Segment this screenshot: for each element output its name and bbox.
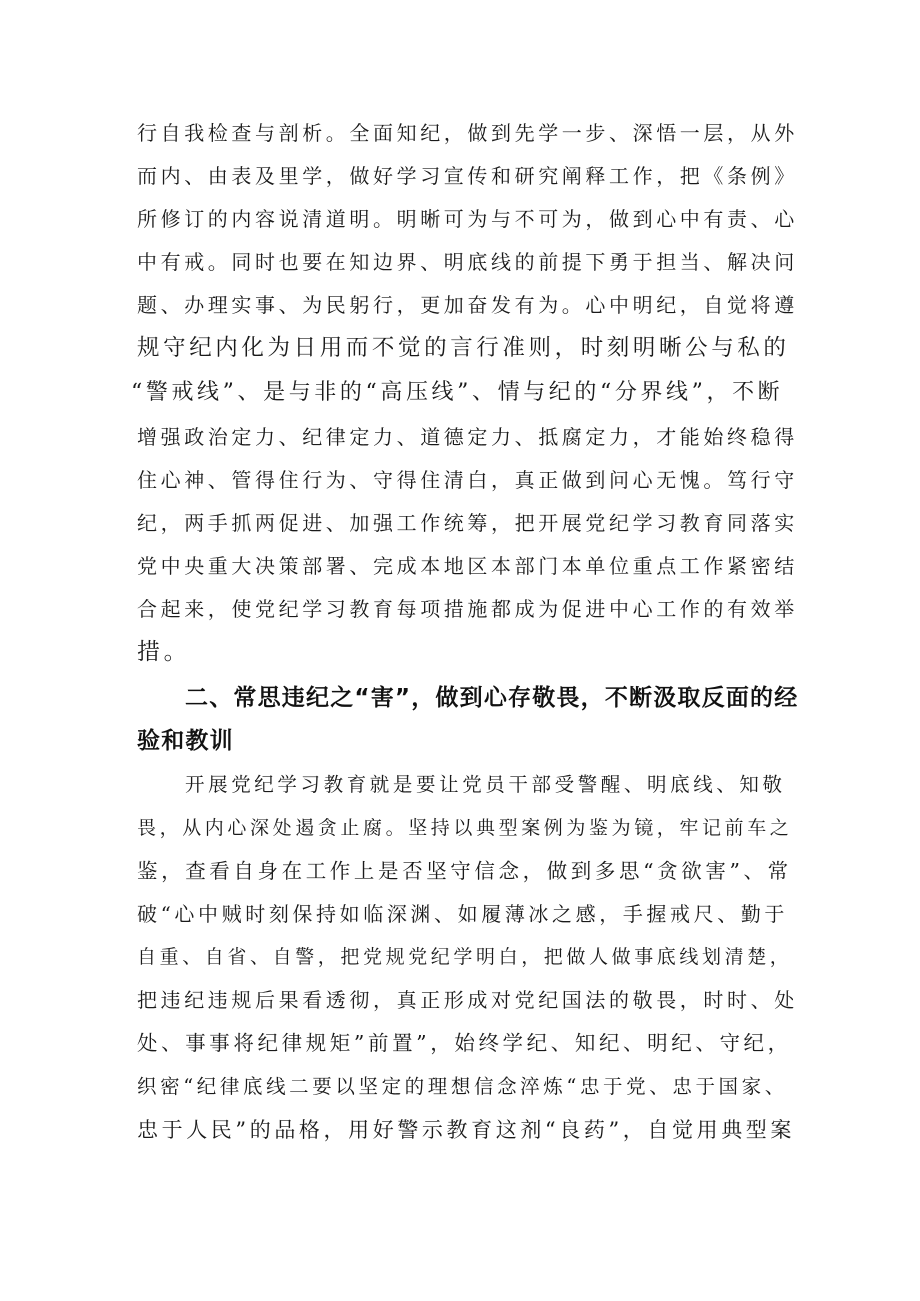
paragraph-line: 忠于人民”的品格，用好警示教育这剂“良药”，自觉用典型案 <box>137 1118 796 1142</box>
section-heading-line: 二、常思违纪之“害”，做到心存敬畏，不断汲取反面的经 <box>185 685 799 711</box>
paragraph-line: 行自我检查与剖析。全面知纪，做到先学一步、深悟一层，从外 <box>137 121 798 145</box>
paragraph-line: 把违纪违规后果看透彻，真正形成对党纪国法的敬畏，时时、处 <box>137 988 798 1012</box>
section-heading-line: 验和教训 <box>137 728 234 754</box>
paragraph-line: 鉴，查看自身在工作上是否坚守信念，做到多思“贪欲害”、常 <box>137 859 792 883</box>
paragraph-line: 题、办理实事、为民躬行，更加奋发有为。心中明纪，自觉将遵 <box>137 293 798 317</box>
paragraph-line: 党中央重大决策部署、完成本地区本部门本单位重点工作紧密结 <box>137 554 798 578</box>
paragraph-line: 而内、由表及里学，做好学习宣传和研究阐释工作，把《条例》 <box>137 164 798 188</box>
paragraph-line: 增强政治定力、纪律定力、道德定力、抵腐定力，才能始终稳得 <box>137 425 798 449</box>
paragraph-line: 合起来，使党纪学习教育每项措施都成为促进中心工作的有效举 <box>137 597 798 621</box>
paragraph-line: 规守纪内化为日用而不觉的言行准则，时刻明晰公与私的 <box>137 335 790 361</box>
paragraph-line: 开展党纪学习教育就是要让党员干部受警醒、明底线、知敬 <box>185 773 786 796</box>
paragraph-line: 纪，两手抓两促进、加强工作统筹，把开展党纪学习教育同落实 <box>137 511 798 535</box>
paragraph-line: 破“心中贼时刻保持如临深渊、如履薄冰之感，手握戒尺、勤于 <box>137 902 789 926</box>
paragraph-line: 畏，从内心深处遏贪止腐。坚持以典型案例为鉴为镜，牢记前车之 <box>137 817 793 839</box>
paragraph-line: 自重、自省、自警，把党规党纪学明白，把做人做事底线划清楚， <box>137 946 793 968</box>
paragraph-line: 织密“纪律底线二要以坚定的理想信念淬炼“忠于党、忠于国家、 <box>137 1075 788 1098</box>
paragraph-line: 住心神、管得住行为、守得住清白，真正做到问心无愧。笃行守 <box>137 468 798 492</box>
paragraph-line: “警戒线”、是与非的“高压线”、情与纪的“分界线”，不断 <box>131 380 784 405</box>
paragraph-line: 处、事事将纪律规矩”前置”，始终学纪、知纪、明纪、守纪， <box>137 1031 792 1055</box>
paragraph-line: 措。 <box>137 639 191 665</box>
paragraph-line: 中有戒。同时也要在知边界、明底线的前提下勇于担当、解决问 <box>137 250 798 274</box>
paragraph-line: 所修订的内容说清道明。明晰可为与不可为，做到心中有责、心 <box>137 207 798 231</box>
